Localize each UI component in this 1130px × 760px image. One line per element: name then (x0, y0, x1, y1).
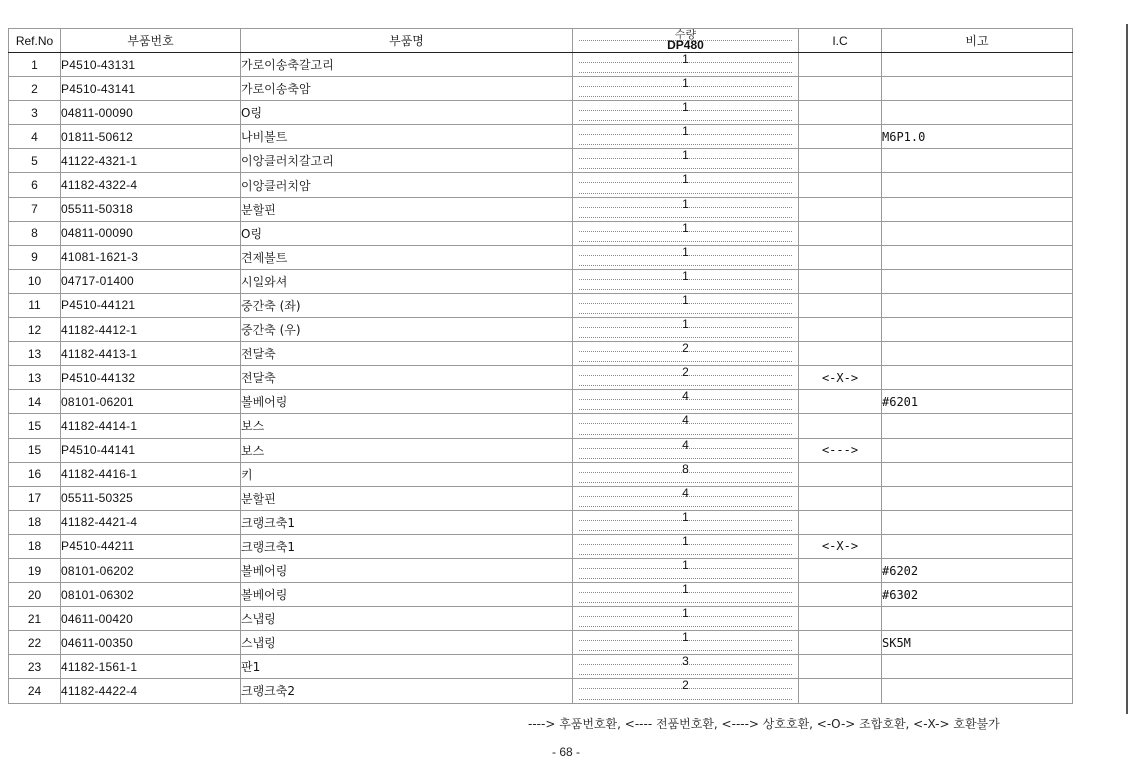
ref-no-cell: 5 (9, 149, 61, 173)
remarks-cell (882, 342, 1073, 366)
quantity-cell (573, 269, 799, 293)
quantity-value: 1 (682, 269, 689, 283)
quantity-value: 1 (682, 606, 689, 621)
part-name-cell: O링 (241, 101, 573, 125)
part-number-cell: P4510-44121 (61, 293, 241, 317)
quantity-dotted-line (579, 120, 792, 121)
quantity-value: 1 (682, 245, 689, 259)
quantity-dotted-line (579, 361, 792, 362)
quantity-dotted-line (579, 650, 792, 651)
part-name-cell: 이앙클러치암 (241, 173, 573, 197)
quantity-dotted-line (579, 217, 792, 218)
quantity-cell (573, 607, 799, 631)
part-number-cell: 04611-00350 (61, 631, 241, 655)
table-row (9, 221, 1073, 245)
remarks-cell (882, 607, 1073, 631)
quantity-cell (573, 149, 799, 173)
quantity-cell (573, 534, 799, 558)
table-row (9, 173, 1073, 197)
quantity-value: 4 (682, 438, 689, 452)
quantity-cell (573, 583, 799, 607)
remarks-cell (882, 269, 1073, 293)
table-row (9, 149, 1073, 173)
part-name-cell: 키 (241, 462, 573, 486)
ref-no-cell: 7 (9, 197, 61, 221)
quantity-value: 1 (682, 124, 689, 139)
remarks-cell (882, 510, 1073, 534)
ic-cell (799, 607, 882, 631)
ref-no-cell: 4 (9, 125, 61, 149)
part-number-cell: 08101-06302 (61, 583, 241, 607)
quantity-value: 1 (682, 197, 689, 211)
quantity-dotted-line (579, 144, 792, 145)
quantity-dotted-line (579, 506, 792, 507)
part-name-cell: 전달축 (241, 366, 573, 390)
remarks-cell (882, 414, 1073, 438)
part-name-cell: O링 (241, 221, 573, 245)
ic-cell (799, 558, 882, 582)
table-row (9, 197, 1073, 221)
table-row (9, 534, 1073, 558)
quantity-dotted-line (579, 434, 792, 435)
ic-cell (799, 462, 882, 486)
ic-cell (799, 197, 882, 221)
quantity-cell (573, 510, 799, 534)
part-number-cell: 41182-1561-1 (61, 655, 241, 679)
part-number-cell: 05511-50318 (61, 197, 241, 221)
quantity-value: 2 (682, 678, 689, 693)
quantity-value: 1 (682, 534, 689, 548)
quantity-dotted-line (579, 626, 792, 627)
quantity-value: 4 (682, 413, 689, 428)
ic-cell (799, 269, 882, 293)
quantity-cell (573, 197, 799, 221)
quantity-dotted-line (579, 72, 792, 73)
remarks-cell (882, 679, 1073, 703)
ic-cell (799, 655, 882, 679)
remarks-cell (882, 77, 1073, 101)
part-name-cell: 판1 (241, 655, 573, 679)
table-row (9, 125, 1073, 149)
part-number-cell: P4510-44211 (61, 534, 241, 558)
part-name-cell: 견제볼트 (241, 245, 573, 269)
part-number-cell: 41182-4414-1 (61, 414, 241, 438)
ic-cell (799, 245, 882, 269)
quantity-value: 1 (682, 100, 689, 115)
table-row (9, 486, 1073, 510)
quantity-value: 1 (682, 221, 689, 235)
table-row (9, 679, 1073, 703)
part-number-cell: 41182-4416-1 (61, 462, 241, 486)
part-name-cell: 볼베어링 (241, 583, 573, 607)
quantity-cell (573, 342, 799, 366)
part-name-cell: 크랭크축1 (241, 510, 573, 534)
ref-no-cell: 8 (9, 221, 61, 245)
ic-cell (799, 414, 882, 438)
remarks-cell: #6202 (882, 558, 1073, 582)
quantity-dotted-line (579, 530, 792, 531)
part-name-cell: 나비볼트 (241, 125, 573, 149)
ref-no-cell: 23 (9, 655, 61, 679)
ref-no-cell: 10 (9, 269, 61, 293)
quantity-value: 1 (682, 293, 689, 307)
part-name-cell: 분할핀 (241, 197, 573, 221)
quantity-cell (573, 366, 799, 390)
quantity-value: 1 (682, 76, 689, 91)
remarks-cell (882, 293, 1073, 317)
ref-no-cell: 11 (9, 293, 61, 317)
quantity-dotted-line (579, 193, 792, 194)
quantity-cell (573, 390, 799, 414)
part-name-cell: 분할핀 (241, 486, 573, 510)
part-number-cell: P4510-43141 (61, 77, 241, 101)
ic-cell (799, 510, 882, 534)
table-row (9, 245, 1073, 269)
page-edge-line (1126, 24, 1128, 714)
part-number-cell: P4510-44132 (61, 366, 241, 390)
part-number-cell: 04717-01400 (61, 269, 241, 293)
ref-no-cell: 13 (9, 366, 61, 390)
table-row (9, 583, 1073, 607)
quantity-value: 1 (682, 510, 689, 524)
table-row (9, 342, 1073, 366)
part-number-cell: 01811-50612 (61, 125, 241, 149)
ic-cell (799, 173, 882, 197)
part-name-cell: 전달축 (241, 342, 573, 366)
quantity-dotted-line (579, 602, 792, 603)
ic-cell (799, 149, 882, 173)
quantity-value: 1 (682, 52, 689, 66)
parts-list-sheet (8, 28, 1072, 704)
part-number-cell: 08101-06202 (61, 558, 241, 582)
quantity-cell (573, 462, 799, 486)
remarks-cell (882, 534, 1073, 558)
table-row (9, 53, 1073, 77)
ref-no-header: Ref.No (9, 29, 61, 53)
ref-no-cell: 18 (9, 534, 61, 558)
quantity-cell (573, 245, 799, 269)
part-name-cell: 볼베어링 (241, 558, 573, 582)
ref-no-cell: 6 (9, 173, 61, 197)
ref-no-cell: 13 (9, 342, 61, 366)
part-number-header: 부품번호 (61, 29, 241, 53)
interchangeability-legend: ----> 후품번호환, <---- 전품번호환, <----> 상호호환, <-O-> 조합호환, <-X-> 호환불가 (528, 717, 1000, 731)
ref-no-cell: 12 (9, 318, 61, 342)
quantity-label: 수량 (674, 29, 697, 41)
table-row (9, 631, 1073, 655)
part-number-cell: 41182-4412-1 (61, 318, 241, 342)
quantity-cell (573, 679, 799, 703)
quantity-cell (573, 414, 799, 438)
quantity-value: 3 (682, 654, 689, 669)
part-number-cell: 41122-4321-1 (61, 149, 241, 173)
quantity-dotted-line (579, 337, 792, 338)
part-name-cell: 가로이송축갈고리 (241, 53, 573, 77)
quantity-value: 2 (682, 365, 689, 380)
part-name-cell: 중간축 (우) (241, 318, 573, 342)
remarks-cell: M6P1.0 (882, 125, 1073, 149)
remarks-cell (882, 101, 1073, 125)
part-name-cell: 크랭크축2 (241, 679, 573, 703)
quantity-dotted-line (579, 554, 792, 555)
quantity-dotted-line (579, 458, 792, 459)
remarks-cell (882, 486, 1073, 510)
part-number-cell: 04611-00420 (61, 607, 241, 631)
remarks-cell (882, 366, 1073, 390)
part-name-cell: 중간축 (좌) (241, 293, 573, 317)
quantity-cell (573, 293, 799, 317)
quantity-cell (573, 558, 799, 582)
remarks-cell: #6302 (882, 583, 1073, 607)
quantity-dotted-line (579, 289, 792, 290)
ref-no-cell: 14 (9, 390, 61, 414)
quantity-value: 1 (682, 172, 689, 187)
part-number-cell: 04811-00090 (61, 221, 241, 245)
quantity-cell (573, 631, 799, 655)
remarks-cell (882, 173, 1073, 197)
ref-no-cell: 16 (9, 462, 61, 486)
quantity-cell (573, 221, 799, 245)
quantity-dotted-line (579, 482, 792, 483)
ic-cell (799, 390, 882, 414)
table-row (9, 318, 1073, 342)
ref-no-cell: 3 (9, 101, 61, 125)
ic-cell (799, 125, 882, 149)
part-name-cell: 가로이송축암 (241, 77, 573, 101)
table-row (9, 607, 1073, 631)
quantity-cell (573, 318, 799, 342)
parts-table (8, 28, 1073, 704)
quantity-dotted-line (579, 674, 792, 675)
part-number-cell: 41182-4322-4 (61, 173, 241, 197)
remarks-cell (882, 197, 1073, 221)
ic-cell: <-X-> (799, 534, 882, 558)
ref-no-cell: 15 (9, 414, 61, 438)
table-header-row (9, 29, 1073, 53)
quantity-value: 1 (682, 148, 689, 163)
part-name-cell: 스냅링 (241, 631, 573, 655)
table-row (9, 101, 1073, 125)
ref-no-cell: 19 (9, 558, 61, 582)
page-number: - 68 - (552, 745, 581, 759)
quantity-dotted-line (579, 168, 792, 169)
part-number-cell: 41081-1621-3 (61, 245, 241, 269)
quantity-dotted-line (579, 265, 792, 266)
part-name-cell: 스냅링 (241, 607, 573, 631)
table-row (9, 414, 1073, 438)
quantity-value: 8 (682, 462, 689, 476)
ref-no-cell: 17 (9, 486, 61, 510)
part-name-cell: 보스 (241, 438, 573, 462)
table-row (9, 655, 1073, 679)
ic-cell: <---> (799, 438, 882, 462)
quantity-model: DP480 (667, 38, 704, 52)
quantity-dotted-line (579, 385, 792, 386)
quantity-value: 1 (682, 558, 689, 572)
quantity-dotted-line (579, 578, 792, 579)
table-row (9, 510, 1073, 534)
ic-cell (799, 631, 882, 655)
remarks-header: 비고 (882, 29, 1073, 53)
quantity-cell (573, 486, 799, 510)
quantity-cell (573, 77, 799, 101)
table-row (9, 390, 1073, 414)
table-row (9, 77, 1073, 101)
quantity-cell (573, 125, 799, 149)
part-number-cell: 41182-4413-1 (61, 342, 241, 366)
part-name-cell: 이앙클러치갈고리 (241, 149, 573, 173)
part-number-cell: P4510-43131 (61, 53, 241, 77)
part-name-cell: 시일와셔 (241, 269, 573, 293)
quantity-cell (573, 173, 799, 197)
part-number-cell: 05511-50325 (61, 486, 241, 510)
ic-cell (799, 583, 882, 607)
ic-cell (799, 77, 882, 101)
ic-cell (799, 342, 882, 366)
quantity-value: 1 (682, 630, 689, 645)
ic-cell (799, 318, 882, 342)
quantity-value: 2 (682, 341, 689, 356)
ref-no-cell: 18 (9, 510, 61, 534)
remarks-cell (882, 318, 1073, 342)
remarks-cell: SK5M (882, 631, 1073, 655)
ref-no-cell: 15 (9, 438, 61, 462)
table-row (9, 462, 1073, 486)
quantity-cell (573, 101, 799, 125)
quantity-dotted-line (579, 313, 792, 314)
quantity-dotted-line (579, 699, 792, 700)
ic-header: I.C (799, 29, 882, 53)
ic-cell (799, 679, 882, 703)
remarks-cell: #6201 (882, 390, 1073, 414)
quantity-value: 4 (682, 486, 689, 500)
ref-no-cell: 20 (9, 583, 61, 607)
part-number-cell: 41182-4422-4 (61, 679, 241, 703)
part-number-cell: 04811-00090 (61, 101, 241, 125)
quantity-value: 4 (682, 389, 689, 404)
quantity-value: 1 (682, 582, 689, 597)
remarks-cell (882, 53, 1073, 77)
remarks-cell (882, 221, 1073, 245)
quantity-cell (573, 655, 799, 679)
quantity-cell (573, 438, 799, 462)
ref-no-cell: 2 (9, 77, 61, 101)
remarks-cell (882, 245, 1073, 269)
remarks-cell (882, 149, 1073, 173)
table-row (9, 293, 1073, 317)
part-number-cell: 41182-4421-4 (61, 510, 241, 534)
part-number-cell: P4510-44141 (61, 438, 241, 462)
ic-cell (799, 53, 882, 77)
quantity-header (573, 29, 799, 53)
ic-cell (799, 486, 882, 510)
table-row (9, 438, 1073, 462)
quantity-value: 1 (682, 317, 689, 332)
part-name-cell: 볼베어링 (241, 390, 573, 414)
table-row (9, 558, 1073, 582)
part-number-cell: 08101-06201 (61, 390, 241, 414)
ref-no-cell: 1 (9, 53, 61, 77)
ic-cell (799, 293, 882, 317)
ref-no-cell: 21 (9, 607, 61, 631)
quantity-dotted-line (579, 409, 792, 410)
ic-cell (799, 101, 882, 125)
remarks-cell (882, 462, 1073, 486)
table-row (9, 366, 1073, 390)
ref-no-cell: 22 (9, 631, 61, 655)
ic-cell: <-X-> (799, 366, 882, 390)
part-name-header: 부품명 (241, 29, 573, 53)
quantity-cell (573, 53, 799, 77)
remarks-cell (882, 655, 1073, 679)
quantity-dotted-line (579, 241, 792, 242)
table-row (9, 269, 1073, 293)
part-name-cell: 보스 (241, 414, 573, 438)
quantity-dotted-line (579, 96, 792, 97)
ref-no-cell: 9 (9, 245, 61, 269)
part-name-cell: 크랭크축1 (241, 534, 573, 558)
ic-cell (799, 221, 882, 245)
remarks-cell (882, 438, 1073, 462)
ref-no-cell: 24 (9, 679, 61, 703)
